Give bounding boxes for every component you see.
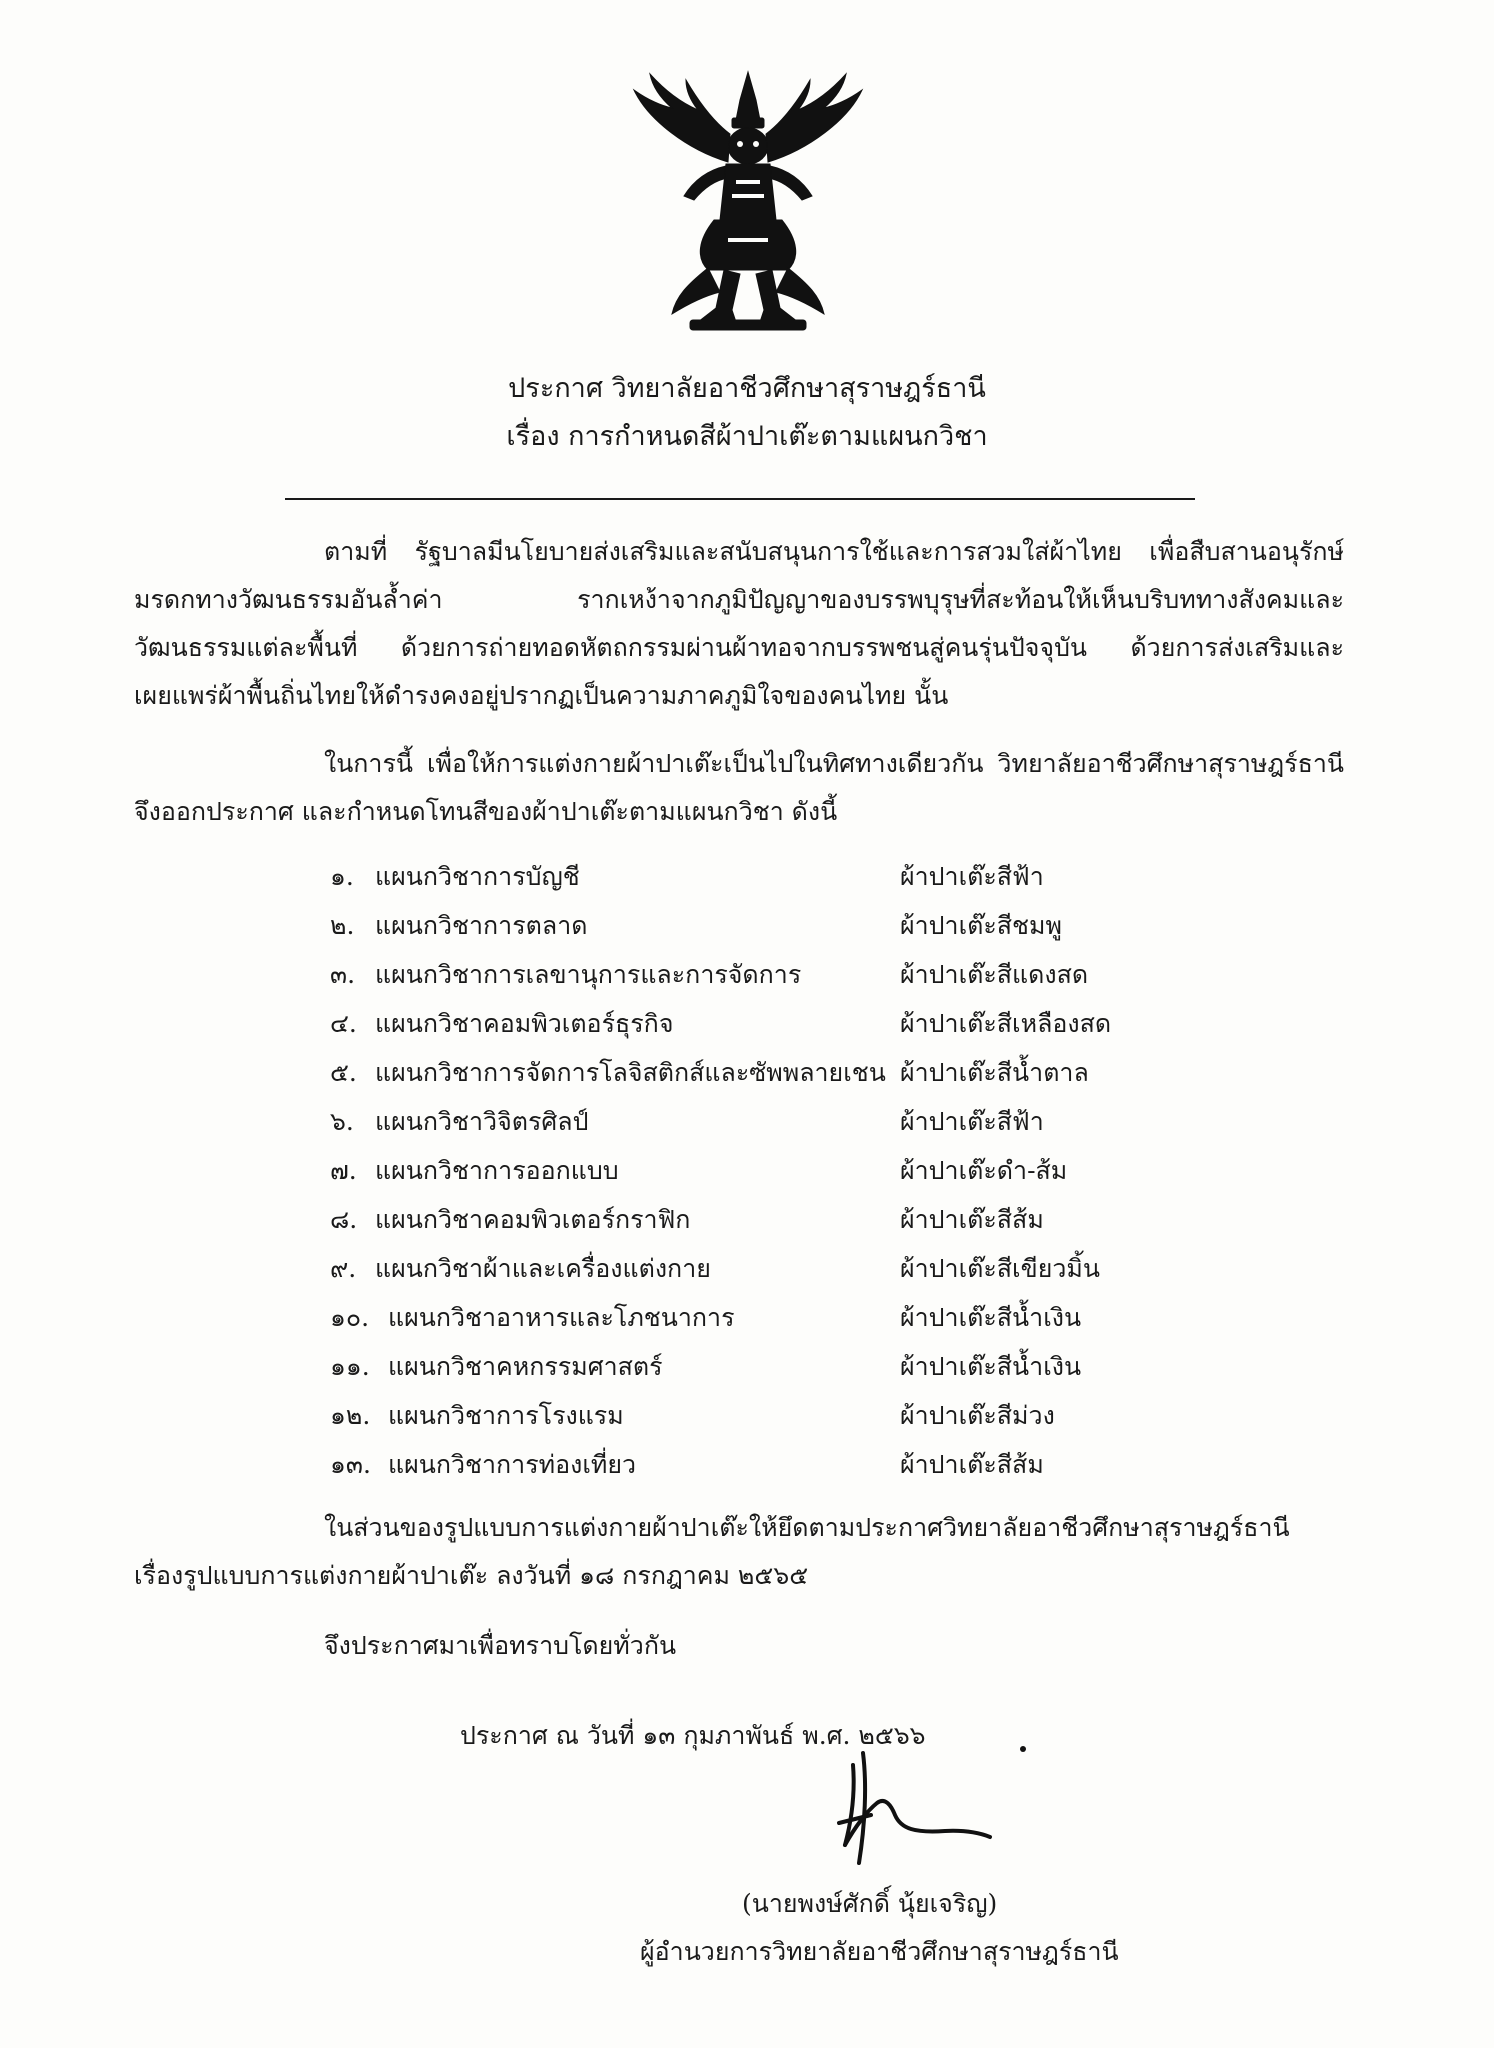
department-name: แผนกวิชาการท่องเที่ยว — [388, 1450, 637, 1479]
item-number: ๓. — [330, 960, 356, 989]
fabric-color: ผ้าปาเต๊ะดำ-ส้ม — [900, 1156, 1068, 1185]
item-number: ๘. — [330, 1205, 358, 1234]
list-item — [330, 1342, 1230, 1391]
announcement-title: ประกาศ วิทยาลัยอาชีวศึกษาสุราษฎร์ธานี — [508, 373, 986, 404]
fabric-color: ผ้าปาเต๊ะสีน้ำเงิน — [900, 1303, 1082, 1332]
item-number: ๔. — [330, 1009, 357, 1038]
item-number: ๑๐. — [330, 1303, 370, 1332]
item-number: ๑๑. — [330, 1352, 370, 1381]
fabric-color: ผ้าปาเต๊ะสีเหลืองสด — [900, 1009, 1112, 1038]
paragraph-line: วัฒนธรรมแต่ละพื้นที่ ด้วยการถ่ายทอดหัตถกรรมผ่านผ้าทอจากบรรพชนสู่คนรุ่นปัจจุบัน ด้วยการส่งเสริมและ — [134, 633, 1344, 662]
department-name: แผนกวิชาการออกแบบ — [375, 1156, 619, 1185]
fabric-color: ผ้าปาเต๊ะสีเขียวมิ้น — [900, 1254, 1100, 1283]
announcement-date: ประกาศ ณ วันที่ ๑๓ กุมภาพันธ์ พ.ศ. ๒๕๖๖ — [460, 1721, 926, 1750]
department-name: แผนกวิชาการบัญชี — [375, 862, 580, 891]
department-name: แผนกวิชาคหกรรมศาสตร์ — [388, 1352, 663, 1381]
list-item — [330, 1097, 1230, 1146]
item-number: ๖. — [330, 1107, 354, 1136]
list-item — [330, 1244, 1230, 1293]
department-name: แผนกวิชาการตลาด — [375, 911, 588, 940]
fabric-color: ผ้าปาเต๊ะสีส้ม — [900, 1205, 1044, 1234]
paragraph-line: เผยแพร่ผ้าพื้นถิ่นไทยให้ดำรงคงอยู่ปรากฏเป็นความภาคภูมิใจของคนไทย นั้น — [134, 681, 949, 710]
item-number: ๑๒. — [330, 1401, 371, 1430]
item-number: ๑. — [330, 862, 354, 891]
list-item — [330, 1440, 1230, 1489]
list-item — [330, 1048, 1230, 1097]
department-name: แผนกวิชาผ้าและเครื่องแต่งกาย — [375, 1254, 711, 1283]
item-number: ๕. — [330, 1058, 357, 1087]
fabric-color: ผ้าปาเต๊ะสีน้ำตาล — [900, 1058, 1089, 1087]
list-item — [330, 1293, 1230, 1342]
signer-name: (นายพงษ์ศักดิ์ นุ้ยเจริญ) — [742, 1889, 998, 1918]
list-item — [330, 852, 1230, 901]
list-item — [330, 1391, 1230, 1440]
department-name: แผนกวิชาคอมพิวเตอร์กราฟิก — [375, 1205, 691, 1234]
item-number: ๗. — [330, 1156, 357, 1185]
fabric-color: ผ้าปาเต๊ะสีชมพู — [900, 911, 1062, 940]
list-item — [330, 1146, 1230, 1195]
paragraph-line: ตามที่ รัฐบาลมีนโยบายส่งเสริมและสนับสนุนการใช้และการสวมใส่ผ้าไทย เพื่อสืบสานอนุรักษ์ — [324, 537, 1344, 566]
intro-paragraph — [134, 528, 1344, 720]
department-name: แผนกวิชาการโรงแรม — [388, 1401, 624, 1430]
dress-code-paragraph — [134, 1504, 1344, 1600]
purpose-paragraph — [134, 740, 1344, 836]
fabric-color: ผ้าปาเต๊ะสีแดงสด — [900, 960, 1089, 989]
paragraph-line: จึงออกประกาศ และกำหนดโทนสีของผ้าปาเต๊ะตามแผนกวิชา ดังนี้ — [134, 797, 838, 826]
item-number: ๒. — [330, 911, 355, 940]
department-name: แผนกวิชาวิจิตรศิลป์ — [375, 1107, 589, 1136]
list-item — [330, 901, 1230, 950]
fabric-color: ผ้าปาเต๊ะสีส้ม — [900, 1450, 1044, 1479]
paragraph-line: ในส่วนของรูปแบบการแต่งกายผ้าปาเต๊ะให้ยึดตามประกาศวิทยาลัยอาชีวศึกษาสุราษฎร์ธานี — [324, 1513, 1290, 1542]
fabric-color: ผ้าปาเต๊ะสีฟ้า — [900, 1107, 1044, 1136]
fabric-color: ผ้าปาเต๊ะสีน้ำเงิน — [900, 1352, 1082, 1381]
garuda-emblem-icon — [628, 70, 868, 332]
department-name: แผนกวิชาคอมพิวเตอร์ธุรกิจ — [375, 1009, 674, 1038]
list-item — [330, 950, 1230, 999]
signer-title: ผู้อำนวยการวิทยาลัยอาชีวศึกษาสุราษฎร์ธานี — [640, 1937, 1119, 1966]
announcement-subject: เรื่อง การกำหนดสีผ้าปาเต๊ะตามแผนกวิชา — [506, 421, 988, 452]
handwritten-signature-icon — [815, 1745, 1035, 1875]
list-item — [330, 999, 1230, 1048]
department-name: แผนกวิชาอาหารและโภชนาการ — [388, 1303, 735, 1332]
department-name: แผนกวิชาการเลขานุการและการจัดการ — [375, 960, 802, 989]
fabric-color: ผ้าปาเต๊ะสีม่วง — [900, 1401, 1055, 1430]
fabric-color: ผ้าปาเต๊ะสีฟ้า — [900, 862, 1044, 891]
item-number: ๙. — [330, 1254, 357, 1283]
item-number: ๑๓. — [330, 1450, 371, 1479]
department-color-list — [330, 852, 1230, 1489]
paragraph-line: เรื่องรูปแบบการแต่งกายผ้าปาเต๊ะ ลงวันที่ ๑๘ กรกฎาคม ๒๕๖๕ — [134, 1561, 809, 1590]
closing-statement: จึงประกาศมาเพื่อทราบโดยทั่วกัน — [324, 1631, 677, 1660]
divider — [285, 498, 1195, 500]
department-name: แผนกวิชาการจัดการโลจิสติกส์และซัพพลายเชน — [375, 1058, 886, 1087]
list-item — [330, 1195, 1230, 1244]
paragraph-line: ในการนี้ เพื่อให้การแต่งกายผ้าปาเต๊ะเป็นไปในทิศทางเดียวกัน วิทยาลัยอาชีวศึกษาสุราษฎร์ธานี — [324, 749, 1344, 778]
paragraph-line: มรดกทางวัฒนธรรมอันล้ำค่า รากเหง้าจากภูมิปัญญาของบรรพบุรุษที่สะท้อนให้เห็นบริบททางสังคมและ — [134, 585, 1344, 614]
